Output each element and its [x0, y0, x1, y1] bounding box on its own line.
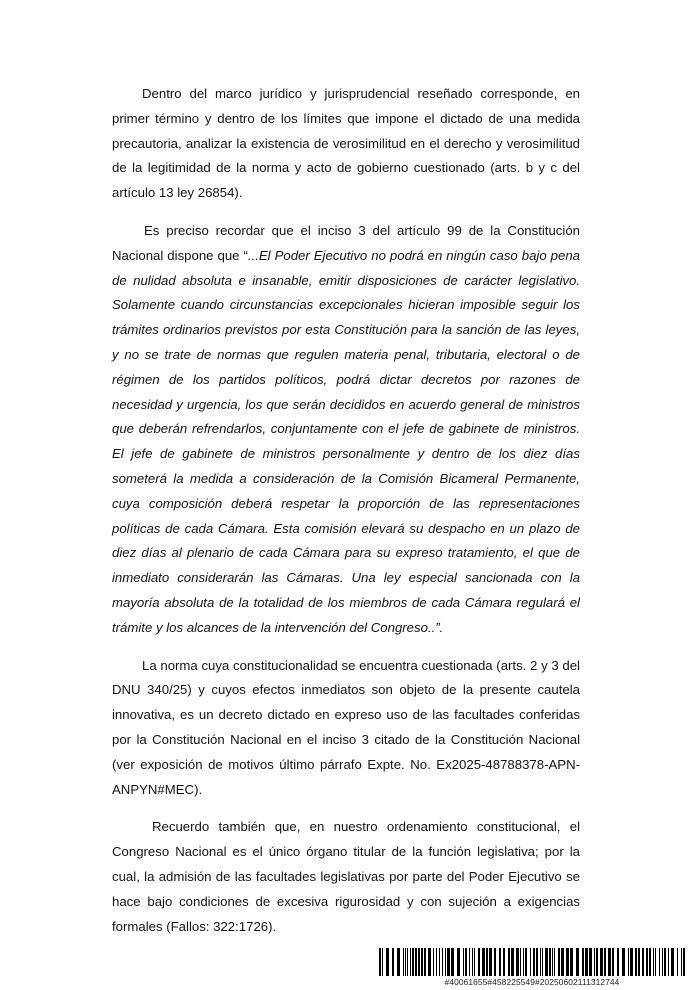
barcode-bar — [424, 948, 426, 976]
barcode-bar — [494, 948, 496, 976]
barcode-bar — [418, 948, 420, 976]
barcode-bar — [451, 948, 454, 976]
barcode-bar — [617, 948, 619, 976]
barcode-bar — [442, 948, 443, 976]
barcode-bar — [612, 948, 614, 976]
barcode-bar — [653, 948, 654, 976]
barcode-bar — [561, 948, 564, 976]
barcode-bar — [523, 948, 524, 976]
barcode-block — [379, 948, 685, 987]
barcode-bar — [622, 948, 625, 976]
barcode-bar — [472, 948, 473, 976]
barcode-bar — [530, 948, 531, 976]
barcode-bar — [463, 948, 464, 976]
barcode-bar — [469, 948, 470, 976]
barcode-bar — [457, 948, 460, 976]
barcode-bar — [570, 948, 573, 976]
barcode-bar — [403, 948, 404, 976]
barcode-bar — [503, 948, 505, 976]
barcode-bar — [445, 948, 446, 976]
barcode-bar — [536, 948, 538, 976]
paragraph-articulo-99 — [112, 219, 580, 641]
barcode-bar — [421, 948, 423, 976]
barcode-bar — [608, 948, 611, 976]
barcode-bar — [382, 948, 383, 976]
paragraph-congreso-nacional: Recuerdo también que, en nuestro ordenamiento constitucional, el Congreso Nacional es el único órgano titular de la función legislativa; por la cual, la admisión de las facultades legislativas por parte del Poder Ejecutivo se hace bajo condiciones de excesiva rigurosidad y con sujeción a exigencias formales (Fallos: 322:1726). — [112, 819, 580, 934]
barcode-bar — [662, 948, 663, 976]
barcode-bar — [499, 948, 501, 976]
barcode-bar — [482, 948, 485, 976]
barcode-bar — [646, 948, 648, 976]
barcode-bar — [664, 948, 666, 976]
barcode-bar — [520, 948, 521, 976]
barcode-bar — [589, 948, 592, 976]
barcode-bar — [392, 948, 394, 976]
barcode-bar — [533, 948, 535, 976]
barcode-bar — [379, 948, 381, 976]
barcode-bar — [642, 948, 644, 976]
barcode-bar — [386, 948, 389, 976]
barcode-bar — [576, 948, 579, 976]
barcode-bar — [582, 948, 584, 976]
barcode-bar — [552, 948, 553, 976]
paragraph-marco-juridico: Dentro del marco jurídico y jurisprudencial reseñado corresponde, en primer término y dentro de los límites que impone el dictado de una medida precautoria, analizar la existencia de verosimilitud en el derecho y verosimilitud de la legitimidad de la norma y acto de gobierno cuestionado (arts. b y c del artículo 13 ley 26854). — [112, 86, 580, 201]
paragraph-norma-cuestionada: La norma cuya constitucionalidad se encuentra cuestionada (arts. 2 y 3 del DNU 340/25) y cuyos efectos inmediatos son objeto de la presente cautela innovativa, es un decreto dictado en expreso uso de las facultades conferidas por la Constitución Nacional en el inciso 3 citado de la Constitución Nacional (ver exposición de motivos último párrafo Expte. No. Ex2025-48788378-APN-ANPYN#MEC). — [112, 657, 580, 797]
barcode-bar — [412, 948, 414, 976]
barcode-bar — [558, 948, 560, 976]
barcode-bar — [596, 948, 598, 976]
barcode-bar — [489, 948, 492, 976]
barcode-bar — [668, 948, 669, 976]
barcode-bar — [638, 948, 640, 976]
barcode-bar — [516, 948, 519, 976]
barcode-bar — [681, 948, 682, 976]
barcode-bar — [439, 948, 440, 976]
barcode-bar — [415, 948, 417, 976]
constitution-quote: ...El Poder Ejecutivo no podrá en ningún caso bajo pena de nulidad absoluta e insanable, emitir disposiciones de carácter legislativo. Solamente cuando circunstancias excepcionales hicieran imposible seguir los trámites ordinarios previstos por esta Constitución para la sanción de las leyes, y no se trate de normas que regulen materia penal, tributaria, electoral o de régimen de los partidos políticos, podrá dictar decretos por razones de necesidad y urgencia, los que serán decididos en acuerdo general de ministros que deberán refrendarlos, conjuntamente con el jefe de gabinete de ministros. El jefe de gabinete de ministros personalmente y dentro de los diez días someterá la medida a consideración de la Comisión Bicameral Permanente, cuya composición deberá respetar la proporción de las representaciones políticas de cada Cámara. Esta comisión elevará su despacho en un plazo de diez días al plenario de cada Cámara para su expreso tratamiento, el que de inmediato considerarán las Cámaras. Una ley especial sancionada con la mayoría absoluta de la totalidad de los miembros de cada Cámara regulará el trámite y los alcances de la intervención del Congreso..”. — [112, 247, 580, 635]
barcode-bar — [542, 948, 543, 976]
barcode-bar — [478, 948, 480, 976]
barcode-bar — [677, 948, 678, 976]
barcode-bar — [436, 948, 437, 976]
barcode-bar — [585, 948, 588, 976]
barcode-bar — [397, 948, 400, 976]
barcode-bar — [683, 948, 685, 976]
barcode-bar — [635, 948, 637, 976]
barcode-image — [379, 948, 685, 976]
barcode-bar — [604, 948, 606, 976]
barcode-bar — [630, 948, 633, 976]
barcode-bar — [474, 948, 475, 976]
barcode-bar — [549, 948, 551, 976]
barcode-bar — [447, 948, 450, 976]
barcode-bar — [511, 948, 514, 976]
barcode-bar — [554, 948, 555, 976]
barcode-bar — [465, 948, 467, 976]
barcode-number: #40061655#458225549#20250602111312744 — [444, 977, 620, 987]
barcode-bar — [628, 948, 629, 976]
barcode-bar — [410, 948, 411, 976]
barcode-bar — [655, 948, 656, 976]
barcode-bar — [405, 948, 406, 976]
barcode-bar — [540, 948, 541, 976]
barcode-bar — [566, 948, 569, 976]
barcode-bar — [594, 948, 595, 976]
paragraph-intro: Es preciso recordar que el inciso 3 del artículo 99 de la Constitución Nacional dispone que “ — [112, 222, 580, 263]
barcode-bar — [433, 948, 434, 976]
barcode-bar — [671, 948, 674, 976]
barcode-bar — [649, 948, 651, 976]
barcode-bar — [428, 948, 431, 976]
barcode-bar — [486, 948, 488, 976]
document-page — [112, 82, 580, 952]
barcode-bar — [545, 948, 548, 976]
barcode-bar — [508, 948, 510, 976]
barcode-bar — [659, 948, 660, 976]
barcode-bar — [407, 948, 408, 976]
barcode-bar — [525, 948, 527, 976]
barcode-bar — [600, 948, 603, 976]
